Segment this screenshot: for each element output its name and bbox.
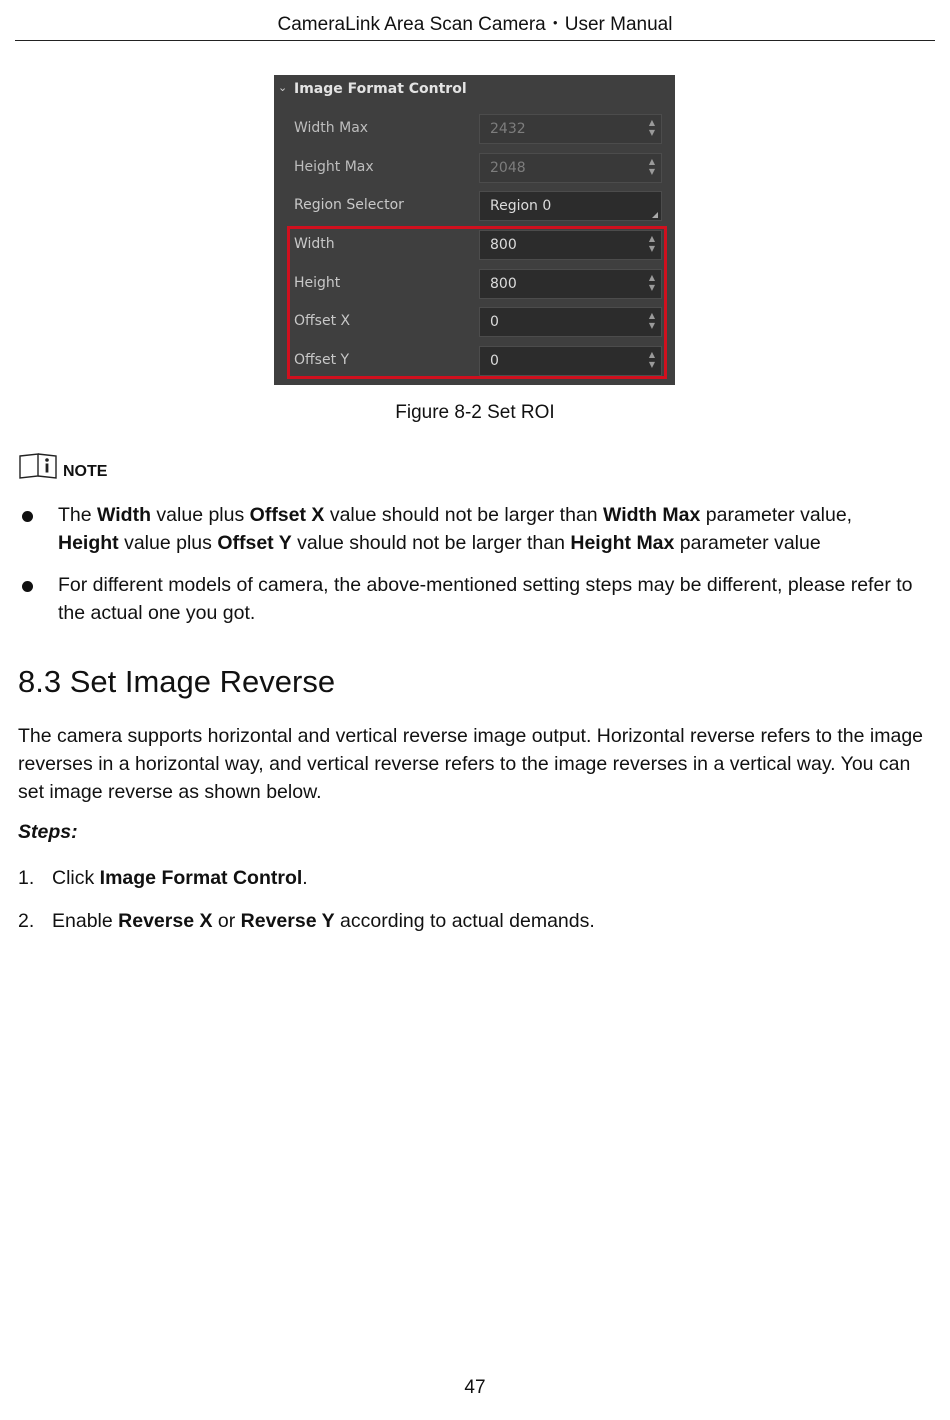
param-field (479, 153, 662, 183)
page-header (15, 12, 935, 41)
section-paragraph: The camera supports horizontal and vertical reverse image output. Horizontal reverse refers to the image reverses in a horizontal way, and vertical reverse refers to the image reverses in a vertical way. You can set image reverse as shown below. (18, 725, 924, 803)
param-value: 800 (490, 237, 517, 253)
note-label: NOTE (63, 463, 108, 480)
spin-arrows-icon: ▲ ▼ (648, 273, 656, 292)
param-label: Offset X (294, 313, 351, 329)
param-value: 2048 (490, 160, 526, 176)
steps-label: Steps: (18, 821, 78, 843)
param-label: Width (294, 236, 335, 252)
header-title: CameraLink Area Scan Camera・User Manual (277, 14, 673, 35)
param-row-height-max (274, 149, 675, 187)
spin-arrows-icon: ▲ ▼ (648, 118, 656, 137)
roi-highlight-box (287, 226, 667, 379)
bullet-text: For different models of camera, the above-mentioned setting steps may be different, please refer to the actual one you got. (58, 574, 913, 624)
spin-arrows-icon: ▲ ▼ (648, 350, 656, 369)
spin-arrows-icon: ▲ ▼ (648, 311, 656, 330)
spin-arrows-icon: ▲ ▼ (648, 157, 656, 176)
param-label: Offset Y (294, 352, 350, 368)
param-field (479, 114, 662, 144)
dropdown-corner-icon (652, 212, 658, 218)
param-row-region-selector (274, 187, 675, 225)
chevron-down-icon: ⌄ (278, 81, 288, 94)
note-book-icon (18, 452, 60, 480)
param-label: Height (294, 275, 341, 291)
param-value: Region 0 (490, 198, 552, 214)
panel-title: Image Format Control (294, 81, 467, 97)
param-label: Region Selector (294, 197, 404, 213)
param-value: 800 (490, 276, 517, 292)
param-label: Height Max (294, 159, 374, 175)
figure-caption: Figure 8-2 Set ROI (395, 402, 555, 423)
bullet-line: Height value plus Offset Y value should not be larger than Height Max parameter value (58, 532, 821, 554)
param-row-width-max (274, 110, 675, 148)
section-heading: 8.3 Set Image Reverse (18, 664, 336, 699)
bullet-line: The Width value plus Offset X value should not be larger than Width Max parameter value, (58, 504, 853, 526)
page-number: 47 (464, 1377, 486, 1398)
param-value: 0 (490, 353, 499, 369)
set-roi-figure (274, 75, 675, 385)
image-format-control-header (274, 75, 675, 105)
param-value: 2432 (490, 121, 526, 137)
param-value: 0 (490, 314, 499, 330)
param-label: Width Max (294, 120, 369, 136)
spin-arrows-icon: ▲ ▼ (648, 234, 656, 253)
bullet-dot-icon (22, 581, 33, 592)
bullet-dot-icon (22, 511, 33, 522)
param-field (479, 191, 662, 221)
